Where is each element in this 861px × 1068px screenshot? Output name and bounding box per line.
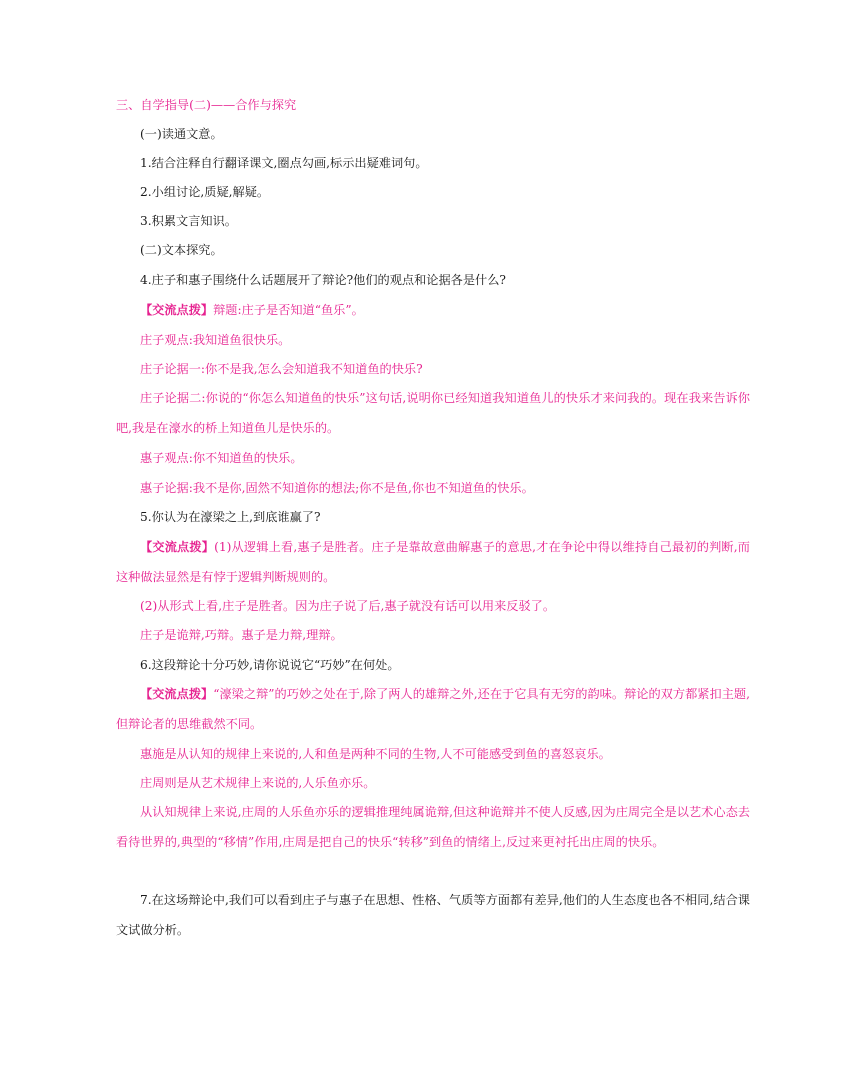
answer-line: 惠子观点:你不知道鱼的快乐。 [140, 451, 303, 465]
question: 6.这段辩论十分巧妙,请你说说它“巧妙”在何处。 [140, 658, 400, 672]
answer-line: 庄子是诡辩,巧辩。惠子是力辩,理辩。 [140, 628, 343, 642]
subsection-title: (一)读通文意。 [140, 127, 223, 141]
answer-paragraph: 庄子论据二:你说的“你怎么知道鱼的快乐”这句话,说明你已经知道我知道鱼儿的快乐才来问我的。现在我来告诉你吧,我是在濠水的桥上知道鱼儿是快乐的。 [116, 391, 750, 435]
task-item: 2.小组讨论,质疑,解疑。 [140, 185, 270, 199]
question: 5.你认为在濠梁之上,到底谁赢了? [140, 510, 321, 524]
answer-line: 庄子观点:我知道鱼很快乐。 [140, 333, 291, 347]
answer-line: (2)从形式上看,庄子是胜者。因为庄子说了后,惠子就没有话可以用来反驳了。 [140, 599, 556, 613]
answer-tag: 【交流点拨】 [140, 303, 214, 317]
answer-paragraph: 从认知规律上来说,庄周的人乐鱼亦乐的逻辑推理纯属诡辩,但这种诡辩并不使人反感,因为庄周完全是以艺术心态去看待世界的,典型的“移情”作用,庄周是把自己的快乐“转移”到鱼的情绪上,反过来更衬托出庄周的快乐。 [116, 805, 750, 849]
answer-text: (1)从逻辑上看,惠子是胜者。庄子是靠故意曲解惠子的意思,才在争论中得以维持自己最初的判断,而这种做法显然是有悖于逻辑判断规则的。 [116, 540, 750, 584]
task-item: 3.积累文言知识。 [140, 214, 237, 228]
answer-tag: 【交流点拨】 [140, 540, 215, 554]
question: 4.庄子和惠子围绕什么话题展开了辩论?他们的观点和论据各是什么? [140, 273, 506, 287]
question: 7.在这场辩论中,我们可以看到庄子与惠子在思想、性格、气质等方面都有差异,他们的人生态度也各不相同,结合课文试做分析。 [116, 893, 750, 937]
answer-line: 庄子论据一:你不是我,怎么会知道我不知道鱼的快乐? [140, 362, 423, 376]
answer-text: “濠梁之辩”的巧妙之处在于,除了两人的雄辩之外,还在于它具有无穷的韵味。辩论的双方都紧扣主题,但辩论者的思维截然不同。 [116, 687, 750, 731]
answer-line: 惠子论据:我不是你,固然不知道你的想法;你不是鱼,你也不知道鱼的快乐。 [140, 481, 534, 495]
answer-paragraph [116, 533, 750, 592]
answer-line: 庄周则是从艺术规律上来说的,人乐鱼亦乐。 [140, 776, 376, 790]
task-item: 1.结合注释自行翻译课文,圈点勾画,标示出疑难词句。 [140, 156, 428, 170]
section-heading: 三、自学指导(二)——合作与探究 [116, 98, 297, 112]
answer-line: 惠施是从认知的规律上来说的,人和鱼是两种不同的生物,人不可能感受到鱼的喜怒哀乐。 [140, 747, 611, 761]
subsection-title: (二)文本探究。 [140, 243, 223, 257]
answer-tag: 【交流点拨】 [140, 687, 214, 701]
answer-paragraph [116, 680, 750, 739]
answer-line [140, 296, 746, 326]
answer-text: 辩题:庄子是否知道“鱼乐”。 [213, 303, 364, 317]
